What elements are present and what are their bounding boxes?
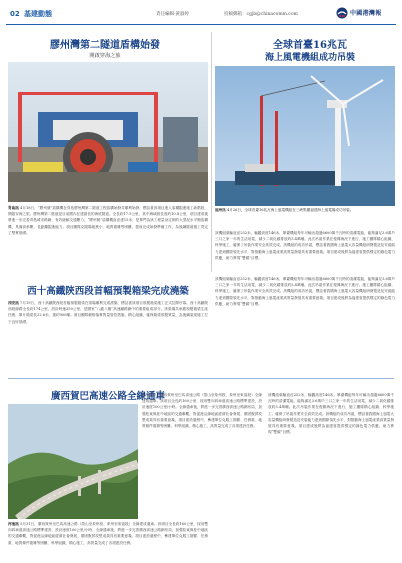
article-1-photo <box>8 62 208 202</box>
article-3-headline: 西十高鐵陝西段首幅預製箱梁完成澆築 <box>27 286 189 297</box>
article-2-body-top <box>215 230 395 272</box>
section-title: 基建動態 <box>24 10 52 18</box>
newspaper-logo <box>336 6 392 20</box>
article-3-lead: 西安訊 <box>8 301 19 305</box>
article-4-text: 5月31日，廣西賀州至巴馬高速公路（蒙山至象州段、象州至來賓段）全線建成通車。該項目全長約160公里，採用雙向四車道高速公路標準建設，設計速度100公里/小時。全線通車後，將進一步完善廣西高速公路網布局，加強桂東與桂中地區的交通聯繫，對促進沿線地區經濟社會發展、鞏固脫貧攻堅成果具有重要意義。項目建設過程中，參建單位克服工期緊、任務重、地質條件複雜等困難，科學組織，精心施工，高質量完成了各項建設任務。 <box>8 522 208 545</box>
article-2-headline-line2: 海上風電機組成功吊裝 <box>264 53 355 63</box>
section-divider <box>8 378 394 379</box>
column-divider <box>211 32 212 272</box>
article-2-photo <box>215 66 395 206</box>
article-2-text-continued: 該機組葉輪直徑252米，輪轂高度146米，單臺機組每年可輸出超過6600萬千瓦時的清潔電能，能夠滿足3.6萬戶三口之家一年的生活用電，減少二氧化碳排放約5.4萬噸。此次吊裝作業在復雜海況下進行，施工團隊精心組織、科學施工，確保了吊裝作業安全高效完成。該機組的成功吊裝，標誌著我國海上風電大容量機組研發製造及安裝能力達到國際領先水平，對推動海上風電產業高質量發展具有重要意義。項目建成後將為福建省提供穩定的綠色電力供應，助力實現“雙碳”目標。 <box>215 277 395 306</box>
article-3-text: 7月19日，西十高鐵陝西段首幅預製箱梁在梁場順利完成澆築，標誌著該項目預製箱梁施工正式拉開序幕。西十高鐵陝西段線路全長約174公里，設計時速350公里，是國家“八縱八橫”高速鐵路網中的重要組成部分。該梁場共承擔預製箱梁生產任務，單片箱梁長32.6米、重約900噸。項目團隊嚴格落實質量管控措施，精心組織，確保箱梁預製質量，為後續架梁施工打下良好基礎。 <box>8 301 208 324</box>
article-2-body-continued <box>215 276 395 386</box>
header-rule <box>6 24 396 25</box>
logo-text: 中國港灣報 <box>350 10 382 17</box>
article-1-body <box>8 205 208 275</box>
logo-emblem-icon <box>336 7 348 19</box>
article-4-text-col3: 該機組葉輪直徑252米，輪轂高度146米，單臺機組每年可輸出超過6600萬千瓦時的清潔電能，能夠滿足3.6萬戶三口之家一年的生活用電，減少二氧化碳排放約5.4萬噸。此次吊裝作業在復雜海況下進行，施工團隊精心組織、科學施工，確保了吊裝作業安全高效完成。該機組的成功吊裝，標誌著我國海上風電大容量機組研發製造及安裝能力達到國際領先水平，對推動海上風電產業高質量發展具有重要意義。項目建成後將為福建省提供穩定的綠色電力供應，助力實現“雙碳”目標。 <box>268 393 394 435</box>
email-line: 投稿郵箱：cgjb@chinacomm.com <box>224 12 298 17</box>
article-4-body-col2 <box>142 392 262 557</box>
article-1-lead: 青島訊 <box>8 206 19 210</box>
article-4-lead: 河池訊 <box>8 522 19 526</box>
editor-line: 責任編輯·黃淑婷 <box>156 12 189 17</box>
article-4-photo <box>8 404 138 519</box>
article-3-body <box>8 300 208 370</box>
article-1-text: 4月18日，“膠州號”盾構機在青島膠州灣第二隧道工程盾構始發井順利始發，標誌著該項目進入盾構掘進施工新階段，開啟穿海之旅。膠州灣第二隧道是目前國內在建最長的海底隧道，全長約17.5公里，其中海域段長度約10.8公里，項目建成後將進一步完善青島城市路網，有效緩解交通壓力。“膠州號”盾構機直徑達15米，是專門為該工程量身定制的大型泥水平衡盾構機，具備高承壓、長距離掘進能力。項目團隊克服場地狹小、地質複雜等困難，提前完成始發準備工作，為後續隧道施工奠定了堅實基礎。 <box>8 206 208 235</box>
article-4-headline: 廣西賀巴高速公路全線通車 <box>50 391 165 402</box>
article-2-text: 該機組葉輪直徑252米，輪轂高度146米，單臺機組每年可輸出超過6600萬千瓦時的清潔電能，能夠滿足3.6萬戶三口之家一年的生活用電，減少二氧化碳排放約5.4萬噸。此次吊裝作業在復雜海況下進行，施工團隊精心組織、科學施工，確保了吊裝作業安全高效完成。該機組的成功吊裝，標誌著我國海上風電大容量機組研發製造及安裝能力達到國際領先水平，對推動海上風電產業高質量發展具有重要意義。項目建成後將為福建省提供穩定的綠色電力供應，助力實現“雙碳”目標。 <box>215 231 395 260</box>
article-2-lead: 福州訊 <box>215 208 226 212</box>
article-4-text-col2: 5月31日，廣西賀州至巴馬高速公路（蒙山至象州段、象州至來賓段）全線建成通車。該項目全長約160公里，採用雙向四車道高速公路標準建設，設計速度100公里/小時。全線通車後，將進一步完善廣西高速公路網布局，加強桂東與桂中地區的交通聯繫，對促進沿線地區經濟社會發展、鞏固脫貧攻堅成果具有重要意義。項目建設過程中，參建單位克服工期緊、任務重、地質條件複雜等困難，科學組織，精心施工，高質量完成了各項建設任務。 <box>142 393 262 429</box>
article-4-body-col3 <box>268 392 394 557</box>
article-2-caption <box>215 208 395 228</box>
article-1-headline: 膠州灣第二隧道盾構始發 <box>50 40 160 51</box>
article-2-caption-text: 4月26日，全球首臺16兆瓦海上風電機組在三峽集團福建海上風電場成功吊裝。 <box>226 208 354 212</box>
article-2-headline: 全球首臺16兆瓦 <box>273 40 347 51</box>
article-1-subhead: 開啟穿海之旅 <box>89 53 121 59</box>
page-number: 02 <box>10 10 20 18</box>
